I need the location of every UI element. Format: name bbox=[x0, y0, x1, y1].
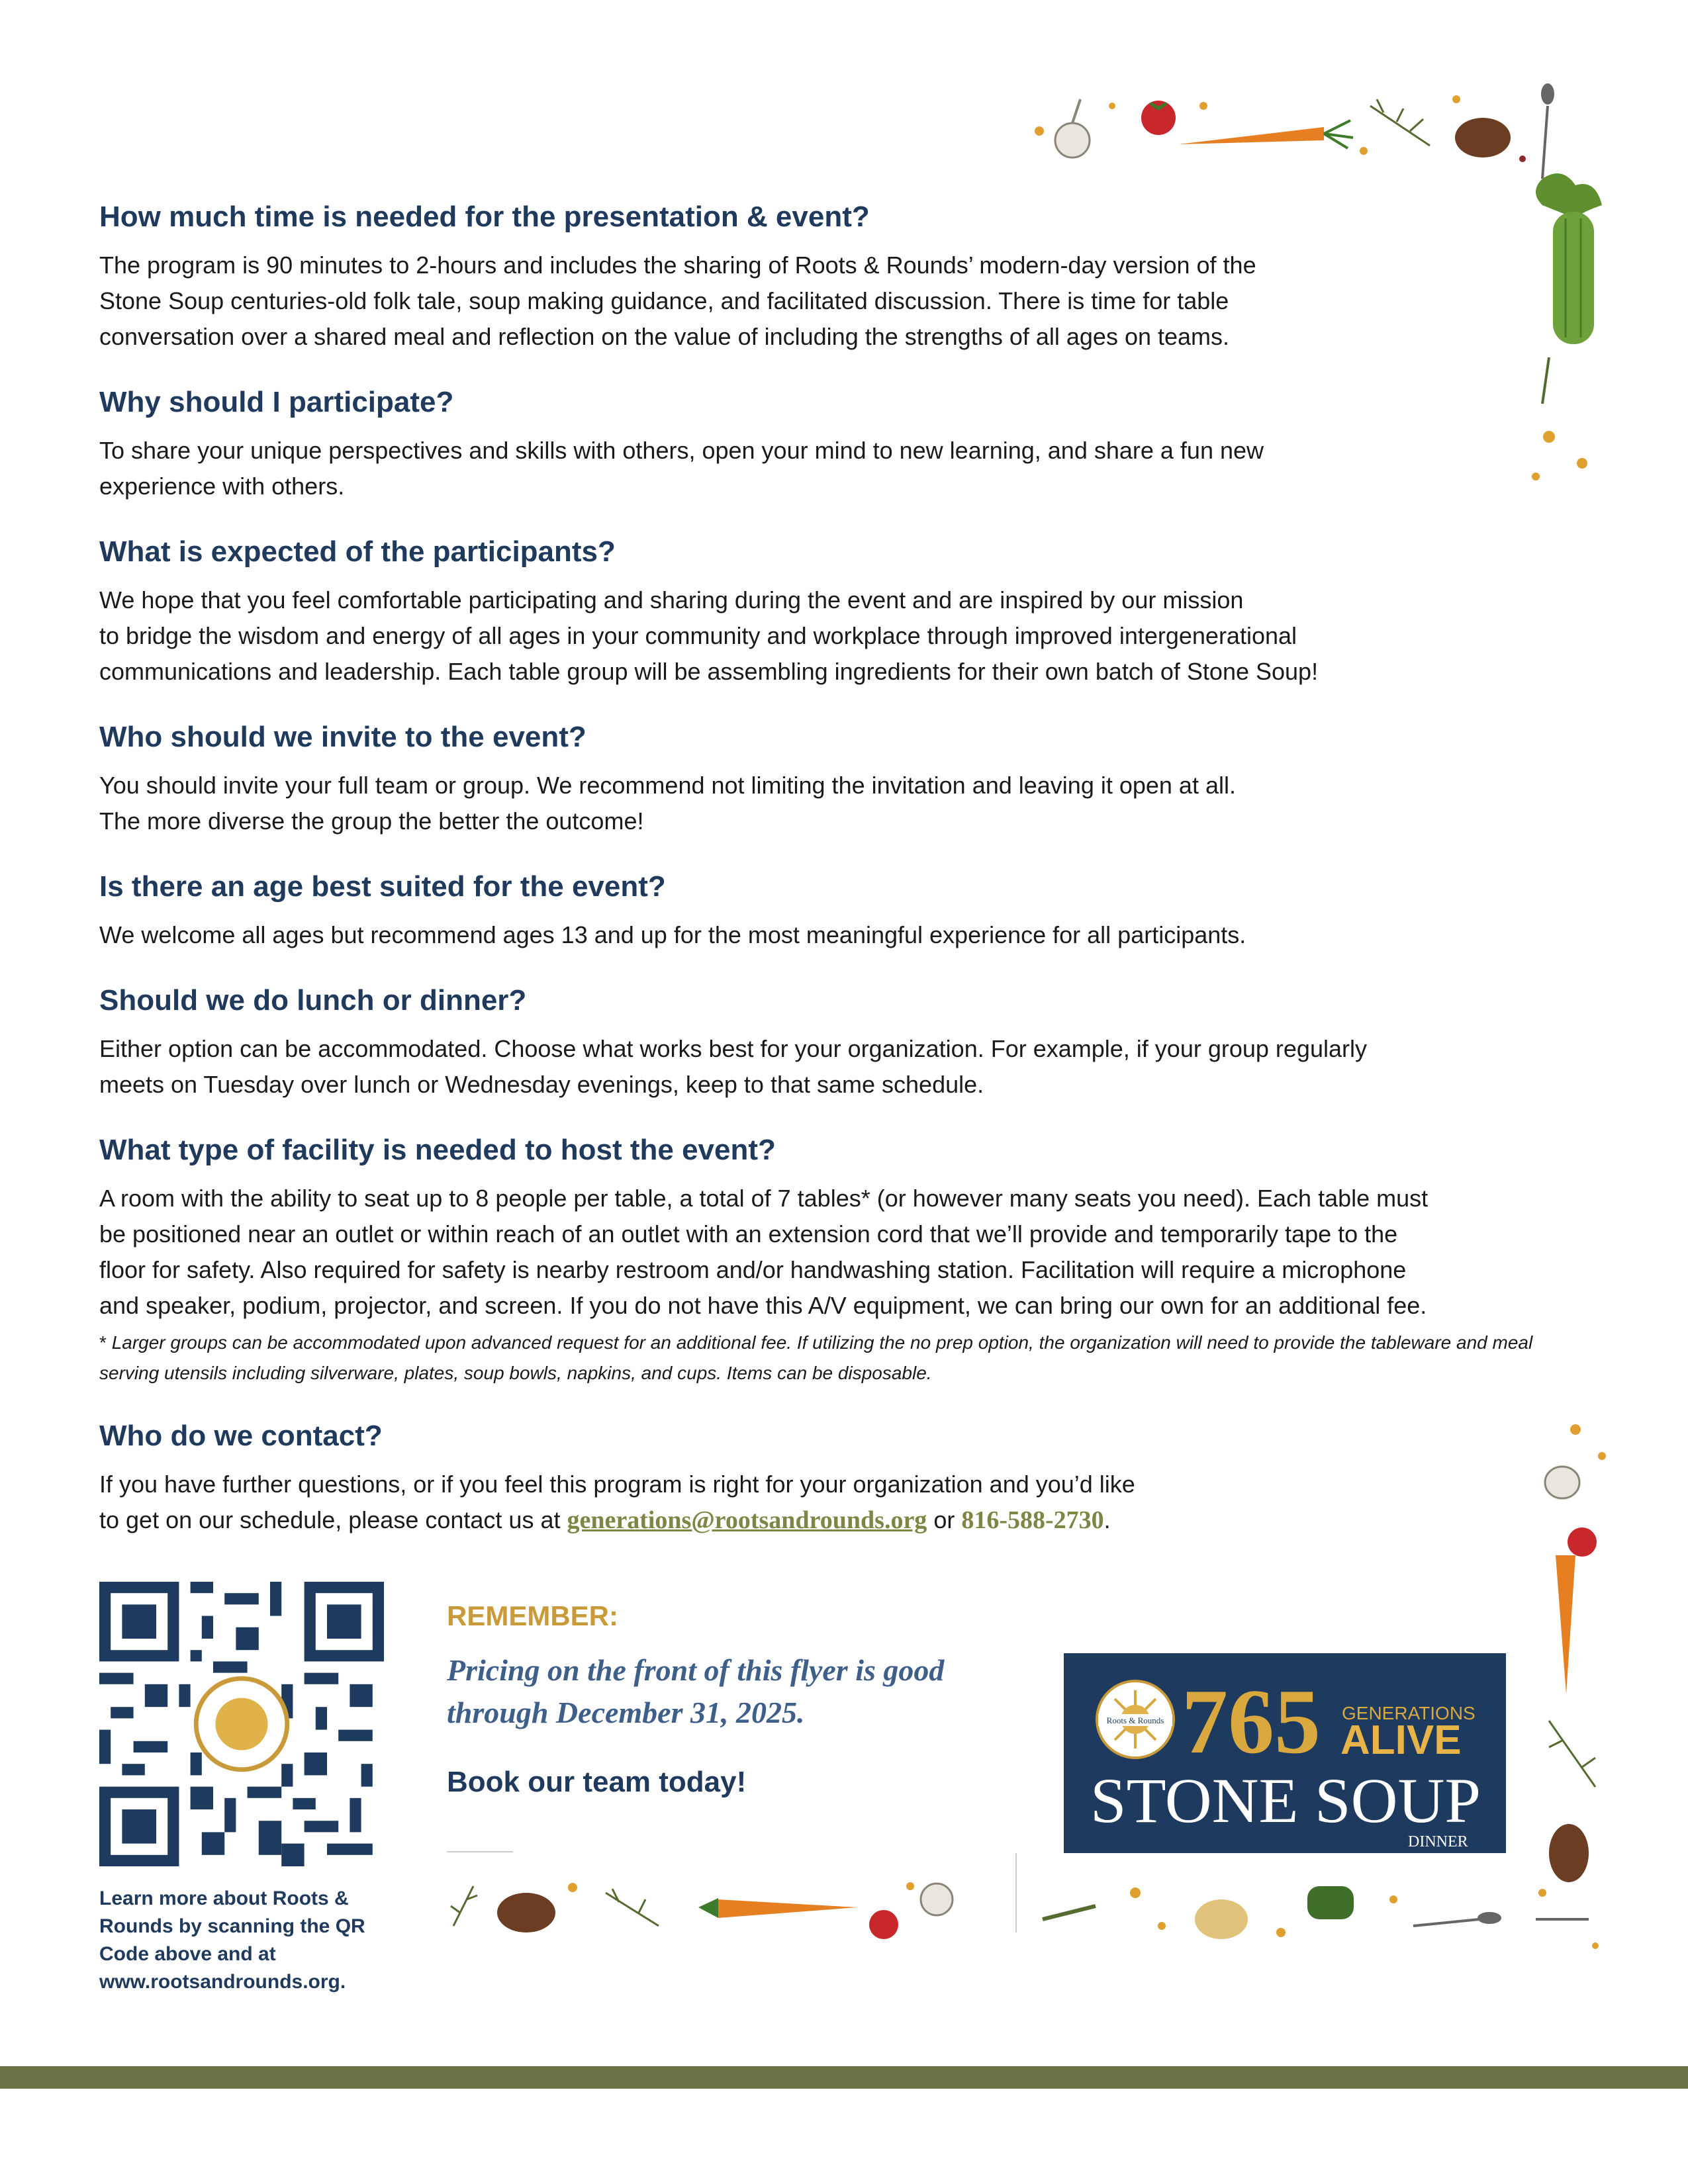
faq-section-why bbox=[99, 384, 1595, 504]
potato-icon bbox=[497, 1893, 555, 1933]
green-pepper-icon bbox=[1307, 1886, 1354, 1919]
faq-answer: Either option can be accommodated. Choose what works best for your organization. For example, if your group regularly meets on Tuesday over lunch or Wednesday evenings, keep to that same schedule. bbox=[99, 1035, 1367, 1098]
onion-icon bbox=[1195, 1899, 1248, 1939]
faq-answer: We welcome all ages but recommend ages 13 and up for the most meaningful experience for all participants. bbox=[99, 921, 1246, 948]
roots-rounds-badge-icon bbox=[1097, 1681, 1174, 1758]
herb-icon bbox=[1043, 1906, 1096, 1919]
faq-section-age bbox=[99, 868, 1595, 953]
spoon-icon bbox=[1541, 83, 1554, 179]
logo-badge-text: Roots & Rounds bbox=[1106, 1715, 1164, 1725]
contact-period: . bbox=[1103, 1506, 1111, 1533]
footnote-star: * bbox=[99, 1332, 107, 1353]
bottom-vegetable-border bbox=[447, 1846, 1532, 1952]
contact-answer bbox=[99, 1467, 1595, 1538]
logo-alive: ALIVE bbox=[1340, 1717, 1462, 1763]
herb-icon bbox=[1370, 99, 1430, 146]
remember-heading: REMEMBER: bbox=[447, 1600, 618, 1631]
faq-question: Why should I participate? bbox=[99, 386, 454, 418]
garlic-icon bbox=[1545, 1467, 1579, 1498]
carrot-icon bbox=[1556, 1555, 1575, 1694]
footnote-text: Larger groups can be accommodated upon advanced request for an additional fee. If utilizing the no prep option, the organization will need to provide the tableware and meal serving utensils including silverware, plates, soup bowls, napkins, and cups. Items can be disposable. bbox=[99, 1332, 1533, 1383]
carrot-icon bbox=[698, 1898, 857, 1918]
faq-question: What is expected of the participants? bbox=[99, 535, 616, 568]
contact-or: or bbox=[927, 1506, 962, 1533]
tomato-icon bbox=[1141, 101, 1176, 135]
logo-number: 765 bbox=[1182, 1670, 1321, 1773]
footer-bar bbox=[0, 2066, 1688, 2089]
tomato-icon bbox=[1568, 1527, 1597, 1557]
faq-question: How much time is needed for the presentation & event? bbox=[99, 201, 870, 233]
garlic-icon bbox=[1055, 99, 1090, 158]
faq-answer: To share your unique perspectives and skills with others, open your mind to new learning, and share a fun new experience with others. bbox=[99, 437, 1264, 500]
logo-generations: GENERATIONS bbox=[1342, 1703, 1476, 1723]
tomato-icon bbox=[869, 1910, 898, 1939]
right-lower-vegetable-border bbox=[1523, 1416, 1622, 1979]
logo-title: STONE SOUP bbox=[1090, 1765, 1481, 1836]
faq-answer: We hope that you feel comfortable participating and sharing during the event and are inspired by our mission to bridge the wisdom and energy of all ages in your community and workplace through improved intergenerational communications and leadership. Each table group will be assembling ingredients for their own batch of Stone Soup! bbox=[99, 586, 1319, 685]
garlic-icon bbox=[921, 1884, 953, 1915]
logo-subtitle: DINNER bbox=[1408, 1833, 1468, 1850]
potato-icon bbox=[1455, 118, 1511, 158]
pricing-note: Pricing on the front of this flyer is good through December 31, 2025. bbox=[447, 1653, 945, 1729]
faq-question: Who do we contact? bbox=[99, 1420, 383, 1452]
spoon-icon bbox=[1413, 1912, 1501, 1926]
logo-graphic bbox=[1064, 1653, 1506, 1853]
faq-section-contact bbox=[99, 1418, 1595, 1538]
carrot-icon bbox=[1178, 120, 1353, 148]
contact-line-2: to get on our schedule, please contact us at bbox=[99, 1506, 567, 1533]
top-vegetable-border bbox=[1033, 79, 1602, 179]
herb-icon bbox=[1549, 1721, 1595, 1787]
stone-soup-logo bbox=[1064, 1653, 1506, 1853]
qr-code[interactable] bbox=[99, 1582, 384, 1866]
faq-question: Is there an age best suited for the event? bbox=[99, 870, 666, 903]
book-team-cta: Book our team today! bbox=[447, 1766, 747, 1798]
herb-icon bbox=[606, 1889, 659, 1926]
faq-section-facility bbox=[99, 1132, 1595, 1388]
faq-section-invite bbox=[99, 719, 1595, 839]
faq-section-time bbox=[99, 199, 1595, 355]
faq-answer: You should invite your full team or group. We recommend not limiting the invitation and leaving it open at all. The more diverse the group the better the outcome! bbox=[99, 772, 1236, 835]
contact-line-1: If you have further questions, or if you feel this program is right for your organization and you’d like bbox=[99, 1471, 1135, 1498]
faq-question: Who should we invite to the event? bbox=[99, 721, 586, 753]
faq-question: What type of facility is needed to host the event? bbox=[99, 1134, 776, 1166]
faq-question: Should we do lunch or dinner? bbox=[99, 984, 527, 1017]
facility-footnote bbox=[99, 1328, 1595, 1388]
potato-icon bbox=[1549, 1824, 1589, 1882]
qr-caption: Learn more about Roots & Rounds by scanning the QR Code above and at www.rootsandrounds.org. bbox=[99, 1888, 365, 1993]
faq-section-meal bbox=[99, 982, 1595, 1103]
faq-answer: The program is 90 minutes to 2-hours and includes the sharing of Roots & Rounds’ modern-day version of the Stone Soup centuries-old folk tale, soup making guidance, and facilitated discussion. There is time for table conversation over a shared meal and reflection on the value of including the strengths of all ages on teams. bbox=[99, 251, 1256, 350]
faq-section-expected bbox=[99, 533, 1595, 690]
herb-icon bbox=[451, 1886, 477, 1926]
contact-email-link[interactable]: generations@rootsandrounds.org bbox=[567, 1506, 927, 1534]
faq-answer: A room with the ability to seat up to 8 people per table, a total of 7 tables* (or however many seats you need). Each table must be positioned near an outlet or within reach of an outlet with an extension cord that we’ll provide and temporarily tape to the floor for safety. Also required for safety is nearby restroom and/or handwashing station. Facilitation will require a microphone and speaker, podium, projector, and screen. If you do not have this A/V equipment, we can bring our own for an additional fee. bbox=[99, 1185, 1429, 1319]
contact-phone[interactable]: 816-588-2730 bbox=[961, 1506, 1104, 1534]
